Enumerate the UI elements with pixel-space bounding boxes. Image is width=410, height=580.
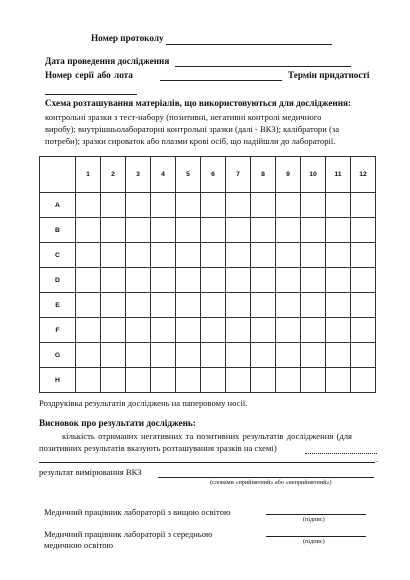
grid-cell[interactable] [226, 268, 251, 293]
grid-cell[interactable] [301, 193, 326, 218]
protocol-number-label: Номер протоколу [91, 33, 164, 43]
grid-row [40, 243, 376, 268]
series-lot-field[interactable] [160, 80, 282, 81]
grid-cell[interactable] [126, 218, 151, 243]
grid-cell[interactable] [276, 368, 301, 393]
grid-row [40, 318, 376, 343]
grid-cell[interactable] [101, 343, 126, 368]
grid-column-header: 4 [151, 157, 176, 193]
grid-cell[interactable] [76, 368, 101, 393]
grid-cell[interactable] [351, 268, 376, 293]
grid-row [40, 293, 376, 318]
grid-cell[interactable] [126, 293, 151, 318]
grid-row [40, 193, 376, 218]
grid-row [40, 368, 376, 393]
signature-1-label: Медичний працівник лабораторії з вищою освітою [44, 507, 231, 517]
grid-cell[interactable] [126, 368, 151, 393]
signature-2-label-line-2: медичною освітою [44, 540, 114, 550]
scheme-line-3: потреби); зразки сироваток або плазми крові осіб, що надійшли до лабораторії. [45, 136, 336, 146]
grid-column-header: 9 [276, 157, 301, 193]
study-date-field[interactable] [175, 66, 351, 67]
grid-cell[interactable] [301, 218, 326, 243]
grid-cell[interactable] [151, 293, 176, 318]
grid-cell[interactable] [76, 293, 101, 318]
grid-column-header: 2 [101, 157, 126, 193]
grid-cell[interactable] [351, 193, 376, 218]
grid-cell[interactable] [126, 193, 151, 218]
grid-cell[interactable] [351, 318, 376, 343]
grid-cell[interactable] [101, 218, 126, 243]
study-date-label: Дата проведення дослідження [45, 56, 170, 66]
grid-row-header: D [40, 268, 76, 293]
grid-row-header: C [40, 243, 76, 268]
vkz-field[interactable] [158, 477, 374, 478]
grid-cell[interactable] [301, 293, 326, 318]
grid-cell[interactable] [326, 293, 351, 318]
expiry-label: Термін придатності [288, 70, 370, 80]
printout-note: Роздруківка результатів досліджень на паперовому носії. [39, 398, 248, 408]
grid-cell[interactable] [101, 293, 126, 318]
grid-cell[interactable] [326, 218, 351, 243]
grid-cell[interactable] [326, 368, 351, 393]
grid-cell[interactable] [76, 343, 101, 368]
grid-cell[interactable] [226, 243, 251, 268]
grid-cell[interactable] [251, 368, 276, 393]
grid-column-header: 5 [176, 157, 201, 193]
grid-cell[interactable] [226, 218, 251, 243]
grid-cell[interactable] [226, 193, 251, 218]
protocol-number-field[interactable] [166, 44, 332, 45]
grid-cell[interactable] [326, 243, 351, 268]
grid-cell[interactable] [301, 318, 326, 343]
grid-row-header: A [40, 193, 76, 218]
grid-column-header: 11 [326, 157, 351, 193]
grid-row [40, 218, 376, 243]
grid-cell[interactable] [251, 293, 276, 318]
grid-cell[interactable] [76, 193, 101, 218]
grid-column-header: 1 [76, 157, 101, 193]
signature-1-field[interactable] [266, 514, 366, 515]
grid-cell[interactable] [351, 218, 376, 243]
grid-cell[interactable] [226, 318, 251, 343]
grid-cell[interactable] [151, 343, 176, 368]
scheme-line-2: виробу); внутрішньолабораторні контрольні зразки (далі - ВКЗ); калібратори (за [45, 124, 340, 134]
grid-cell[interactable] [201, 218, 226, 243]
conclusion-title: Висновок про результати досліджень: [39, 418, 196, 428]
grid-cell[interactable] [151, 368, 176, 393]
grid-row-header: B [40, 218, 76, 243]
grid-cell[interactable] [251, 268, 276, 293]
grid-cell[interactable] [201, 368, 226, 393]
grid-cell[interactable] [151, 318, 176, 343]
signature-2-field[interactable] [266, 536, 366, 537]
grid-cell[interactable] [226, 293, 251, 318]
series-lot-label: Номер серії або лота [45, 70, 133, 80]
vkz-caption: (словами «прийнятний» або «неприйнятний») [210, 479, 332, 486]
grid-corner-cell [40, 157, 76, 193]
grid-column-header: 10 [301, 157, 326, 193]
grid-cell[interactable] [301, 343, 326, 368]
grid-cell[interactable] [101, 193, 126, 218]
grid-cell[interactable] [326, 343, 351, 368]
grid-row-header: H [40, 368, 76, 393]
conclusion-field-1[interactable] [305, 453, 377, 454]
grid-cell[interactable] [251, 318, 276, 343]
grid-cell[interactable] [151, 268, 176, 293]
grid-cell[interactable] [76, 243, 101, 268]
grid-cell[interactable] [101, 268, 126, 293]
grid-cell[interactable] [176, 193, 201, 218]
grid-cell[interactable] [176, 293, 201, 318]
grid-cell[interactable] [301, 243, 326, 268]
grid-cell[interactable] [201, 318, 226, 343]
grid-row-header: F [40, 318, 76, 343]
grid-cell[interactable] [126, 343, 151, 368]
grid-column-header: 3 [126, 157, 151, 193]
grid-row [40, 343, 376, 368]
grid-cell[interactable] [201, 193, 226, 218]
grid-cell[interactable] [276, 193, 301, 218]
grid-cell[interactable] [76, 218, 101, 243]
grid-cell[interactable] [301, 268, 326, 293]
grid-cell[interactable] [176, 368, 201, 393]
grid-cell[interactable] [176, 318, 201, 343]
grid-cell[interactable] [151, 243, 176, 268]
grid-cell[interactable] [101, 318, 126, 343]
grid-row-header: G [40, 343, 76, 368]
grid-column-header: 8 [251, 157, 276, 193]
grid-cell[interactable] [76, 268, 101, 293]
grid-cell[interactable] [326, 268, 351, 293]
grid-cell[interactable] [126, 243, 151, 268]
grid-cell[interactable] [326, 318, 351, 343]
signature-1-caption: (підпис) [303, 516, 325, 523]
grid-cell[interactable] [151, 193, 176, 218]
grid-cell[interactable] [201, 268, 226, 293]
grid-cell[interactable] [351, 368, 376, 393]
grid-row-header: E [40, 293, 76, 318]
signature-2-label-line-1: Медичний працівник лабораторії з середньою [44, 529, 213, 539]
grid-cell[interactable] [126, 268, 151, 293]
scheme-line-1: контрольні зразки з тест-набору (позитивні, негативні контролі медичного [45, 112, 322, 122]
grid-cell[interactable] [76, 318, 101, 343]
grid-cell[interactable] [226, 368, 251, 393]
scheme-title: Схема розташування матеріалів, що використовуються для дослідження: [45, 98, 352, 108]
grid-cell[interactable] [151, 218, 176, 243]
conclusion-field-2[interactable] [39, 462, 375, 463]
grid-cell[interactable] [201, 343, 226, 368]
conclusion-line-2: позитивних результатів вказують розташування зразків на схемі) [39, 443, 277, 453]
grid-row [40, 268, 376, 293]
grid-cell[interactable] [101, 243, 126, 268]
grid-cell[interactable] [351, 243, 376, 268]
expiry-field[interactable] [45, 94, 137, 95]
conclusion-line-1: кількість отриманих негативних та позитивних результатів дослідження (для [62, 431, 352, 441]
grid-cell[interactable] [276, 218, 301, 243]
conclusion-period: . [376, 454, 379, 464]
grid-cell[interactable] [326, 193, 351, 218]
grid-cell[interactable] [251, 193, 276, 218]
plate-layout-grid [39, 156, 376, 393]
vkz-label: результат вимірювання ВКЗ [39, 467, 142, 477]
grid-cell[interactable] [351, 293, 376, 318]
grid-cell[interactable] [276, 268, 301, 293]
grid-cell[interactable] [251, 343, 276, 368]
grid-cell[interactable] [251, 218, 276, 243]
grid-cell[interactable] [201, 243, 226, 268]
grid-cell[interactable] [101, 368, 126, 393]
grid-column-header: 12 [351, 157, 376, 193]
grid-cell[interactable] [276, 293, 301, 318]
grid-cell[interactable] [176, 268, 201, 293]
grid-cell[interactable] [226, 343, 251, 368]
grid-column-header: 7 [226, 157, 251, 193]
grid-cell[interactable] [276, 343, 301, 368]
grid-cell[interactable] [126, 318, 151, 343]
grid-cell[interactable] [301, 368, 326, 393]
grid-cell[interactable] [201, 293, 226, 318]
grid-cell[interactable] [351, 343, 376, 368]
grid-column-header: 6 [201, 157, 226, 193]
grid-cell[interactable] [251, 243, 276, 268]
grid-cell[interactable] [176, 218, 201, 243]
signature-2-caption: (підпис) [303, 538, 325, 545]
grid-cell[interactable] [276, 318, 301, 343]
grid-cell[interactable] [176, 243, 201, 268]
grid-cell[interactable] [276, 243, 301, 268]
grid-cell[interactable] [176, 343, 201, 368]
